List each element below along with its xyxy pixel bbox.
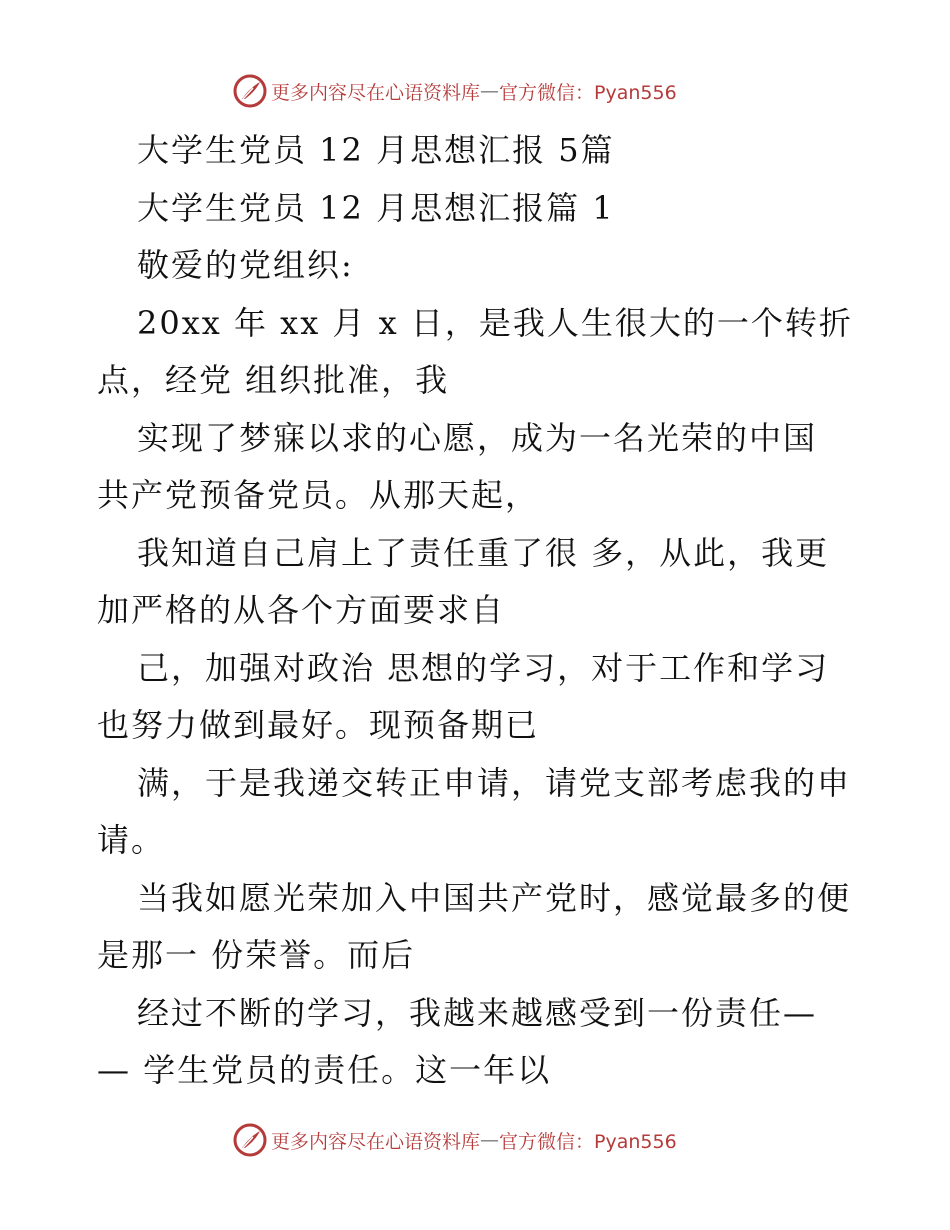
body-line: 满，于是我递交转正申请，请党支部考虑我的申: [137, 763, 852, 802]
header-wechat-text: 官方微信：Pyan556: [499, 81, 677, 104]
section-title: 大学生党员 12 月思想汇报篇 1: [137, 188, 615, 227]
body-line: 20xx 年 xx 月 x 日，是我人生很大的一个转折: [137, 303, 853, 342]
document-body: [97, 122, 857, 1100]
body-line: 己，加强对政治 思想的学习，对于工作和学习: [137, 648, 830, 687]
quill-logo-icon: [233, 74, 267, 108]
body-line: 实现了梦寐以求的心愿，成为一名光荣的中国: [137, 418, 818, 457]
header-dash: —: [480, 80, 500, 102]
body-line: 加严格的从各个方面要求自: [97, 591, 506, 629]
header-site-text: 更多内容尽在心语资料库: [271, 81, 481, 104]
quill-logo-icon: [233, 1123, 267, 1157]
body-line: 也努力做到最好。现预备期已: [97, 706, 540, 744]
body-line: 当我如愿光荣加入中国共产党时，感觉最多的便: [137, 878, 852, 917]
body-line: — 学生党员的责任。这一年以: [97, 1051, 552, 1089]
body-line: 请。: [97, 821, 166, 859]
header-banner: [233, 74, 677, 108]
footer-site-text: 更多内容尽在心语资料库: [271, 1130, 481, 1153]
body-line: 共产党预备党员。从那天起，: [97, 476, 540, 514]
body-line: 我知道自己肩上了责任重了很 多，从此，我更: [137, 533, 830, 572]
footer-dash: —: [480, 1129, 500, 1151]
footer-banner: [233, 1123, 677, 1157]
body-line: 点，经党 组织批准，我: [97, 361, 450, 399]
footer-wechat-text: 官方微信：Pyan556: [499, 1130, 677, 1153]
body-line: 经过不断的学习，我越来越感受到一份责任—: [137, 993, 818, 1032]
salutation: 敬爱的党组织:: [137, 246, 354, 284]
document-title: 大学生党员 12 月思想汇报 5篇: [137, 131, 615, 169]
body-line: 是那一 份荣誉。而后: [97, 936, 416, 974]
